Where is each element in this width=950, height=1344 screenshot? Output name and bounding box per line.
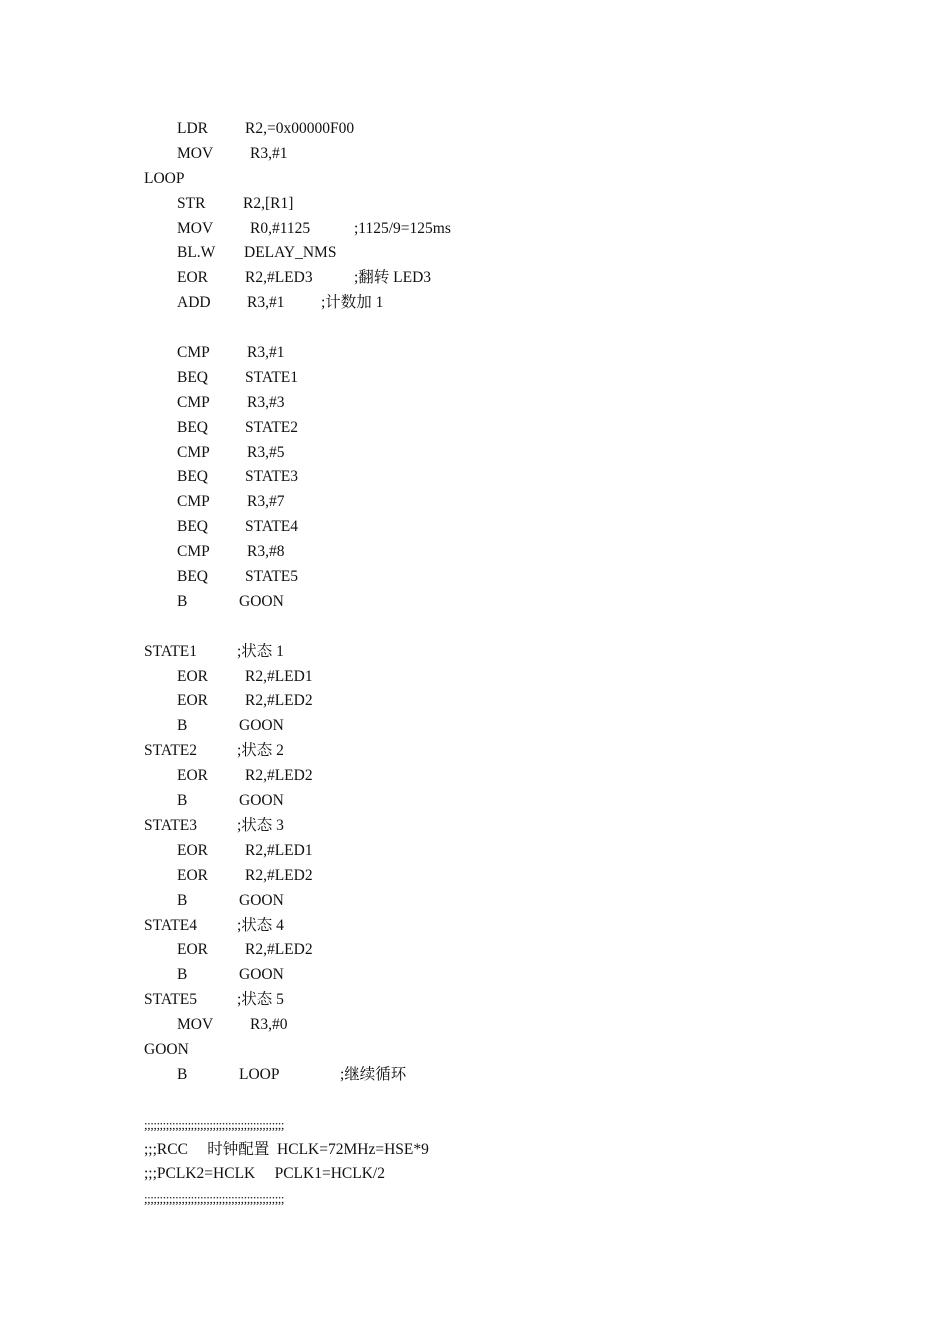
instruction-opcode: EOR [177, 866, 208, 884]
code-label: STATE4 [144, 916, 198, 934]
comment-line [144, 1162, 844, 1187]
instruction-operands: R3,#7 [247, 493, 285, 511]
comment-text: ;;;;;;;;;;;;;;;;;;;;;;;;;;;;;;;;;;;;;;;;;;;;; [144, 1116, 285, 1132]
label-comment: ;状态 4 [237, 916, 284, 934]
instruction-opcode: MOV [177, 144, 214, 162]
instruction-line [144, 938, 844, 963]
blank-line [144, 615, 844, 640]
instruction-opcode: EOR [177, 692, 208, 710]
instruction-opcode: B [177, 717, 188, 735]
instruction-operands: R3,#8 [247, 543, 285, 561]
instruction-opcode: MOV [177, 219, 214, 237]
instruction-operands: GOON [239, 966, 284, 984]
instruction-operands: GOON [239, 891, 284, 909]
code-label: LOOP [144, 169, 185, 187]
comment-text: ;;;RCC 时钟配置 HCLK=72MHz=HSE*9 [144, 1140, 429, 1158]
comment-text: ;;;;;;;;;;;;;;;;;;;;;;;;;;;;;;;;;;;;;;;;;;;;; [144, 1191, 285, 1207]
instruction-operands: R2,#LED2 [245, 866, 313, 884]
blank-line [144, 316, 844, 341]
label-comment: ;状态 5 [237, 991, 284, 1009]
instruction-opcode: BEQ [177, 368, 208, 386]
instruction-operands: R3,#1 [250, 144, 288, 162]
instruction-line [144, 341, 844, 366]
instruction-line [144, 789, 844, 814]
instruction-operands: R3,#1 [247, 344, 285, 362]
instruction-line [144, 441, 844, 466]
instruction-line [144, 565, 844, 590]
label-line [144, 814, 844, 839]
instruction-line [144, 665, 844, 690]
instruction-opcode: B [177, 966, 188, 984]
instruction-opcode: EOR [177, 941, 208, 959]
blank-line [144, 1088, 844, 1113]
instruction-operands: STATE4 [245, 518, 299, 536]
instruction-line [144, 266, 844, 291]
instruction-line [144, 291, 844, 316]
label-line [144, 914, 844, 939]
label-comment: ;状态 3 [237, 816, 284, 834]
label-line [144, 167, 844, 192]
instruction-line [144, 963, 844, 988]
instruction-line [144, 540, 844, 565]
instruction-line [144, 217, 844, 242]
instruction-line [144, 1063, 844, 1088]
instruction-line [144, 689, 844, 714]
instruction-line [144, 515, 844, 540]
instruction-opcode: BEQ [177, 568, 208, 586]
instruction-operands: R2,#LED1 [245, 841, 313, 859]
instruction-opcode: BEQ [177, 468, 208, 486]
label-line [144, 988, 844, 1013]
code-label: STATE5 [144, 991, 198, 1009]
instruction-line [144, 764, 844, 789]
instruction-opcode: EOR [177, 269, 208, 287]
instruction-line [144, 839, 844, 864]
instruction-opcode: STR [177, 194, 206, 212]
code-label: STATE2 [144, 742, 198, 760]
instruction-line [144, 416, 844, 441]
instruction-opcode: B [177, 592, 188, 610]
instruction-operands: R3,#0 [250, 1016, 288, 1034]
instruction-line [144, 889, 844, 914]
instruction-opcode: B [177, 1065, 188, 1083]
instruction-opcode: CMP [177, 543, 210, 561]
instruction-opcode: B [177, 792, 188, 810]
instruction-operands: R3,#3 [247, 393, 285, 411]
code-label: STATE1 [144, 642, 198, 660]
instruction-opcode: EOR [177, 841, 208, 859]
instruction-line [144, 391, 844, 416]
instruction-opcode: CMP [177, 493, 210, 511]
instruction-line [144, 864, 844, 889]
instruction-opcode: EOR [177, 667, 208, 685]
instruction-operands: R3,#1 [247, 294, 285, 312]
instruction-line [144, 241, 844, 266]
instruction-operands: R2,#LED3 [245, 269, 313, 287]
comment-line [144, 1138, 844, 1163]
instruction-line [144, 490, 844, 515]
instruction-comment: ;继续循环 [340, 1065, 407, 1083]
label-line [144, 739, 844, 764]
instruction-opcode: MOV [177, 1016, 214, 1034]
instruction-operands: R3,#5 [247, 443, 285, 461]
code-label: GOON [144, 1040, 189, 1058]
label-line [144, 640, 844, 665]
instruction-operands: LOOP [239, 1065, 280, 1083]
instruction-opcode: CMP [177, 443, 210, 461]
instruction-operands: STATE2 [245, 418, 299, 436]
instruction-line [144, 1013, 844, 1038]
separator-comment-line [144, 1187, 844, 1212]
instruction-opcode: B [177, 891, 188, 909]
instruction-line [144, 366, 844, 391]
assembly-code-listing [144, 117, 844, 1212]
code-label: STATE3 [144, 816, 198, 834]
instruction-operands: GOON [239, 717, 284, 735]
instruction-operands: R2,[R1] [243, 194, 294, 212]
instruction-operands: DELAY_NMS [244, 244, 337, 262]
instruction-opcode: BEQ [177, 418, 208, 436]
instruction-line [144, 192, 844, 217]
instruction-operands: R2,#LED2 [245, 692, 313, 710]
instruction-operands: R2,=0x00000F00 [245, 120, 355, 137]
instruction-opcode: EOR [177, 767, 208, 785]
instruction-line [144, 142, 844, 167]
instruction-comment: ;翻转 LED3 [354, 269, 432, 287]
label-comment: ;状态 2 [237, 742, 284, 760]
instruction-line [144, 590, 844, 615]
instruction-operands: STATE1 [245, 368, 299, 386]
instruction-operands: R0,#1125 [250, 219, 311, 237]
instruction-opcode: CMP [177, 393, 210, 411]
instruction-operands: GOON [239, 792, 284, 810]
instruction-operands: R2,#LED1 [245, 667, 313, 685]
instruction-operands: STATE3 [245, 468, 299, 486]
separator-comment-line [144, 1113, 844, 1138]
instruction-line [144, 117, 844, 142]
instruction-operands: R2,#LED2 [245, 767, 313, 785]
instruction-operands: GOON [239, 592, 284, 610]
instruction-line [144, 714, 844, 739]
instruction-line [144, 465, 844, 490]
comment-text: ;;;PCLK2=HCLK PCLK1=HCLK/2 [144, 1165, 385, 1183]
instruction-operands: STATE5 [245, 568, 299, 586]
instruction-opcode: LDR [177, 120, 208, 137]
instruction-comment: ;1125/9=125ms [354, 219, 451, 237]
instruction-opcode: BL.W [177, 244, 216, 262]
instruction-opcode: BEQ [177, 518, 208, 536]
instruction-opcode: CMP [177, 344, 210, 362]
instruction-operands: R2,#LED2 [245, 941, 313, 959]
label-comment: ;状态 1 [237, 642, 284, 660]
label-line [144, 1038, 844, 1063]
instruction-opcode: ADD [177, 294, 211, 312]
instruction-comment: ;计数加 1 [321, 294, 384, 312]
